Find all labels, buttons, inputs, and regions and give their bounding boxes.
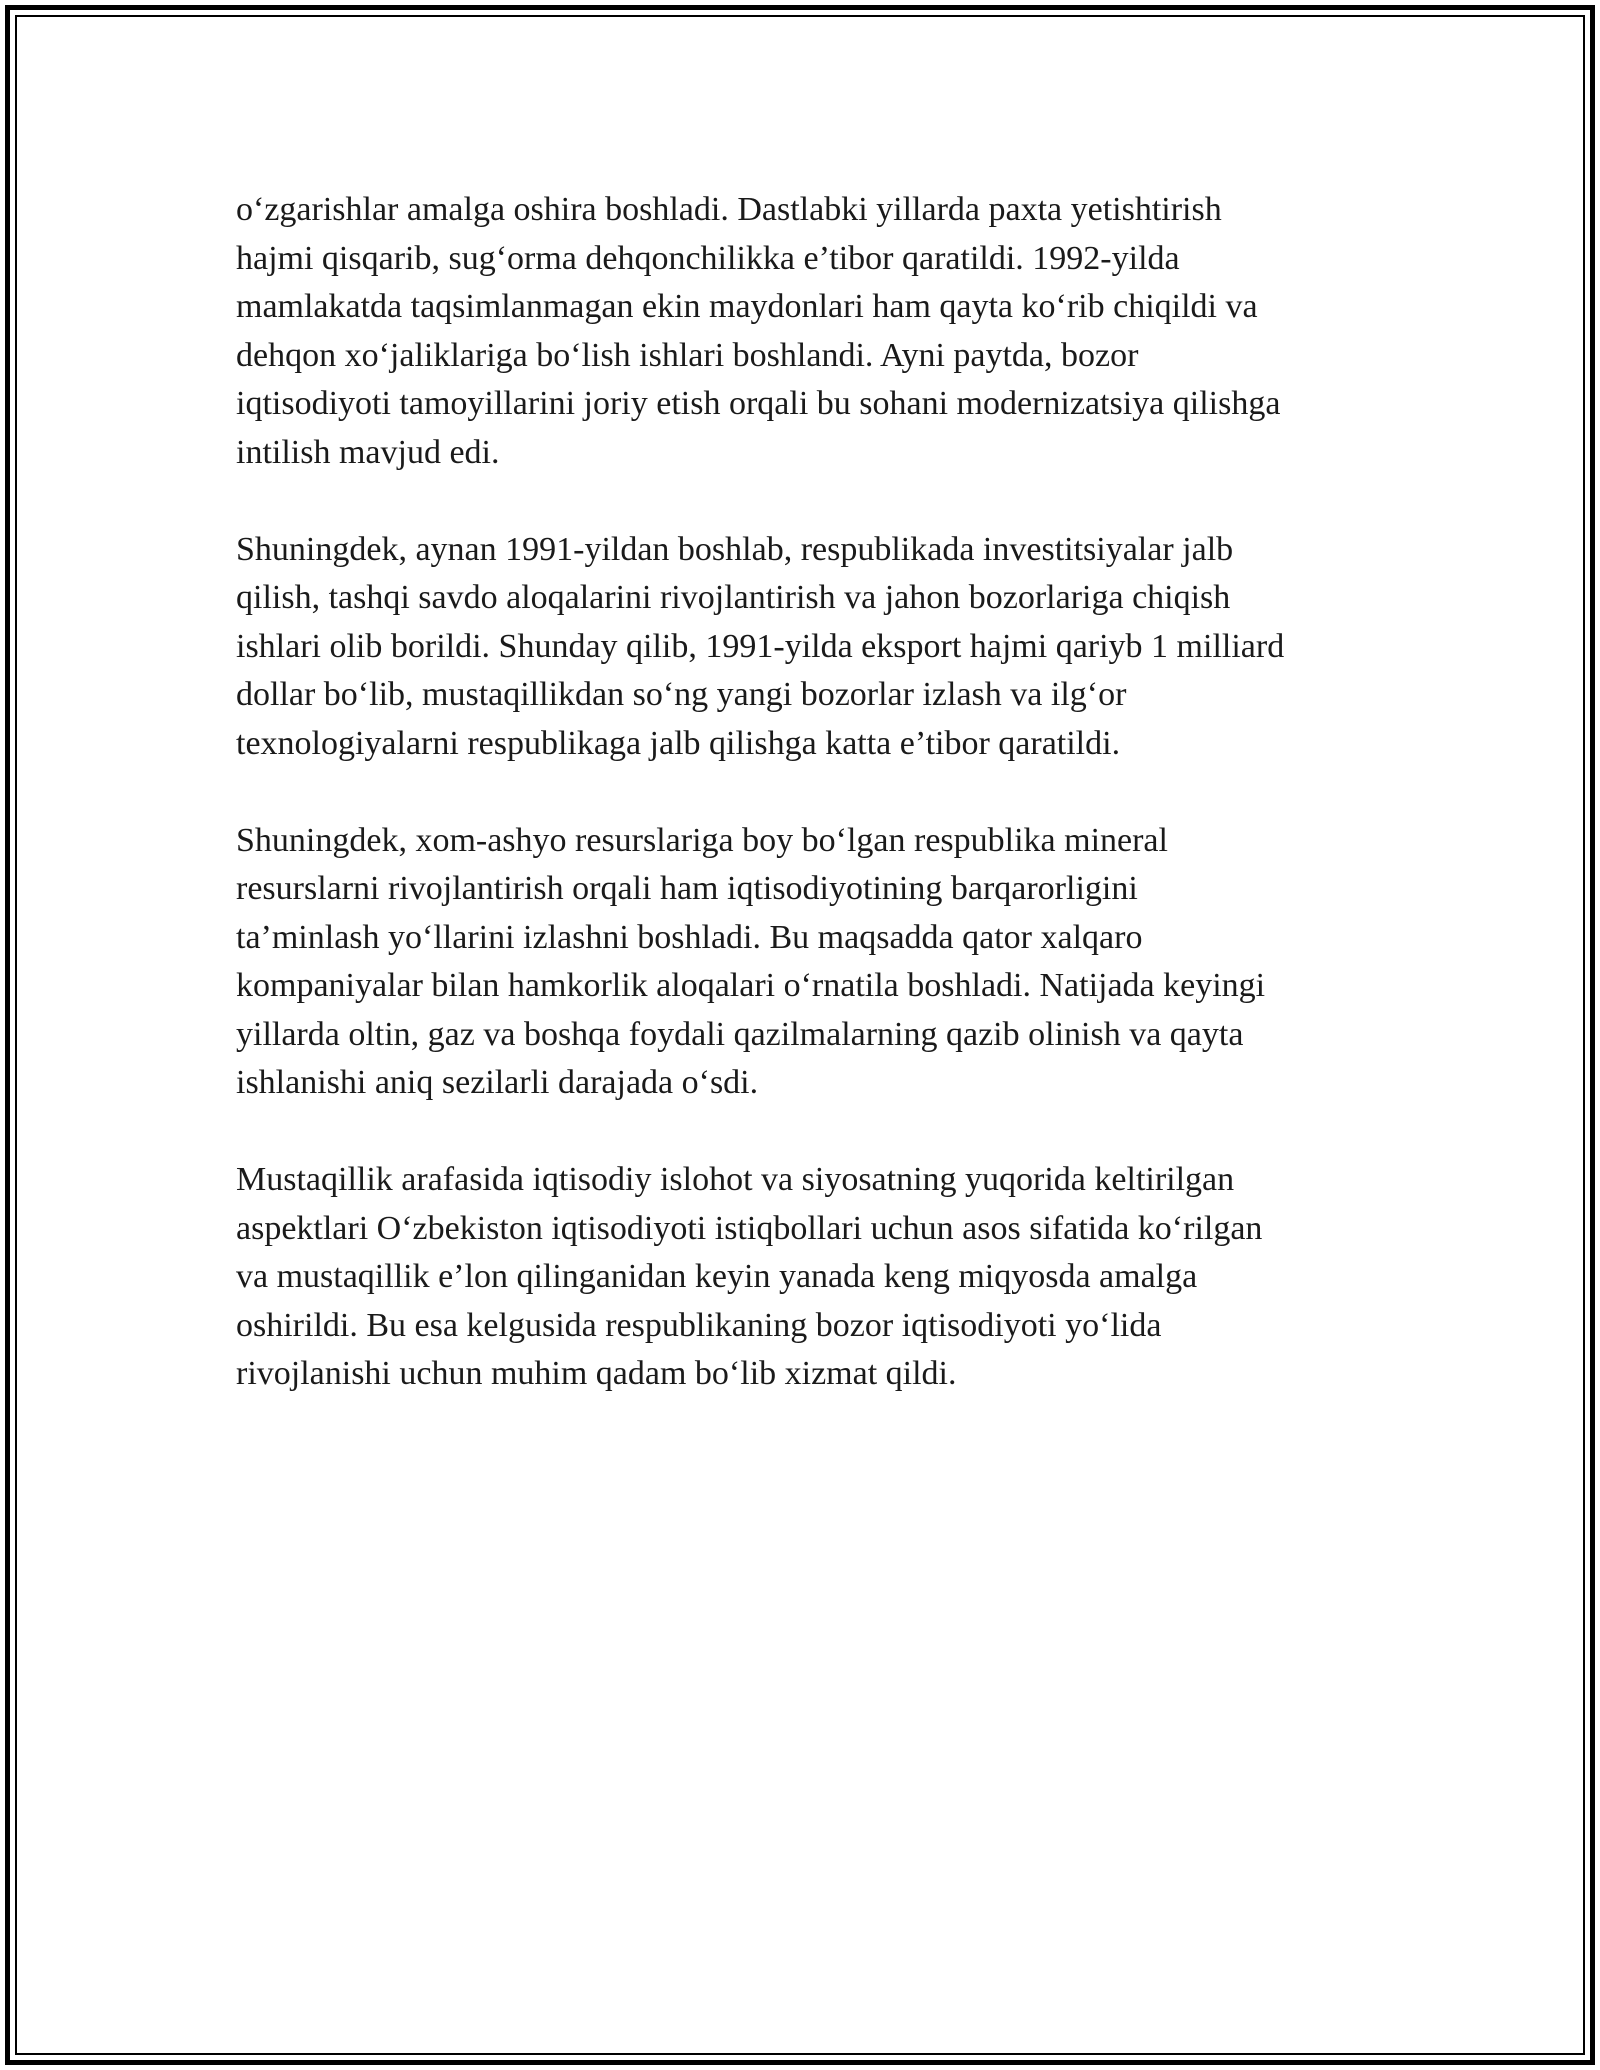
text-line: o‘zgarishlar amalga oshira boshladi. Dastlabki yillarda paxta yetishtirish (236, 191, 1222, 228)
text-line: yillarda oltin, gaz va boshqa foydali qazilmalarning qazib olinish va qayta (236, 1015, 1244, 1053)
paragraph-2 (236, 526, 1386, 769)
text-line: iqtisodiyoti tamoyillarini joriy etish orqali bu sohani modernizatsiya qilishga (236, 385, 1281, 422)
text-line: kompaniyalar bilan hamkorlik aloqalari o‘rnatila boshladi. Natijada keyingi (236, 967, 1266, 1004)
text-line: resurslarni rivojlantirish orqali ham iqtisodiyotining barqarorligini (236, 870, 1138, 907)
text-line: Mustaqillik arafasida iqtisodiy islohot va siyosatning yuqorida keltirilgan (236, 1161, 1235, 1198)
paragraph-4 (236, 1156, 1386, 1399)
text-line: oshirildi. Bu esa kelgusida respublikaning bozor iqtisodiyoti yo‘lida (236, 1306, 1162, 1344)
paragraph-3 (236, 817, 1386, 1108)
text-line: va mustaqillik e’lon qilinganidan keyin yanada keng miqyosda amalga (236, 1258, 1198, 1295)
text-line: ta’minlash yo‘llarini izlashni boshladi. Bu maqsadda qator xalqaro (236, 918, 1143, 956)
text-line: texnologiyalarni respublikaga jalb qilishga katta e’tibor qaratildi. (236, 724, 1121, 762)
text-line: intilish mavjud edi. (236, 433, 500, 471)
text-line: Shuningdek, aynan 1991-yildan boshlab, respublikada investitsiyalar jalb (236, 530, 1234, 568)
paragraph-1 (236, 186, 1386, 477)
text-line: dehqon xo‘jaliklariga bo‘lish ishlari boshlandi. Ayni paytda, bozor (236, 336, 1139, 374)
text-line: ishlanishi aniq sezilarli darajada o‘sdi. (236, 1064, 759, 1101)
text-line: Shuningdek, xom-ashyo resurslariga boy bo‘lgan respublika mineral (236, 821, 1168, 859)
text-line: qilish, tashqi savdo aloqalarini rivojlantirish va jahon bozorlariga chiqish (236, 579, 1231, 616)
text-line: hajmi qisqarib, sug‘orma dehqonchilikka e’tibor qaratildi. 1992-yilda (236, 239, 1180, 277)
text-line: rivojlanishi uchun muhim qadam bo‘lib xizmat qildi. (236, 1355, 957, 1392)
text-line: dollar bo‘lib, mustaqillikdan so‘ng yangi bozorlar izlash va ilg‘or (236, 676, 1127, 713)
document-body (236, 186, 1386, 1447)
text-line: aspektlari O‘zbekiston iqtisodiyoti istiqbollari uchun asos sifatida ko‘rilgan (236, 1209, 1263, 1247)
text-line: mamlakatda taqsimlanmagan ekin maydonlari ham qayta ko‘rib chiqildi va (236, 288, 1258, 325)
text-line: ishlari olib borildi. Shunday qilib, 1991-yilda eksport hajmi qariyb 1 milliard (236, 627, 1285, 665)
